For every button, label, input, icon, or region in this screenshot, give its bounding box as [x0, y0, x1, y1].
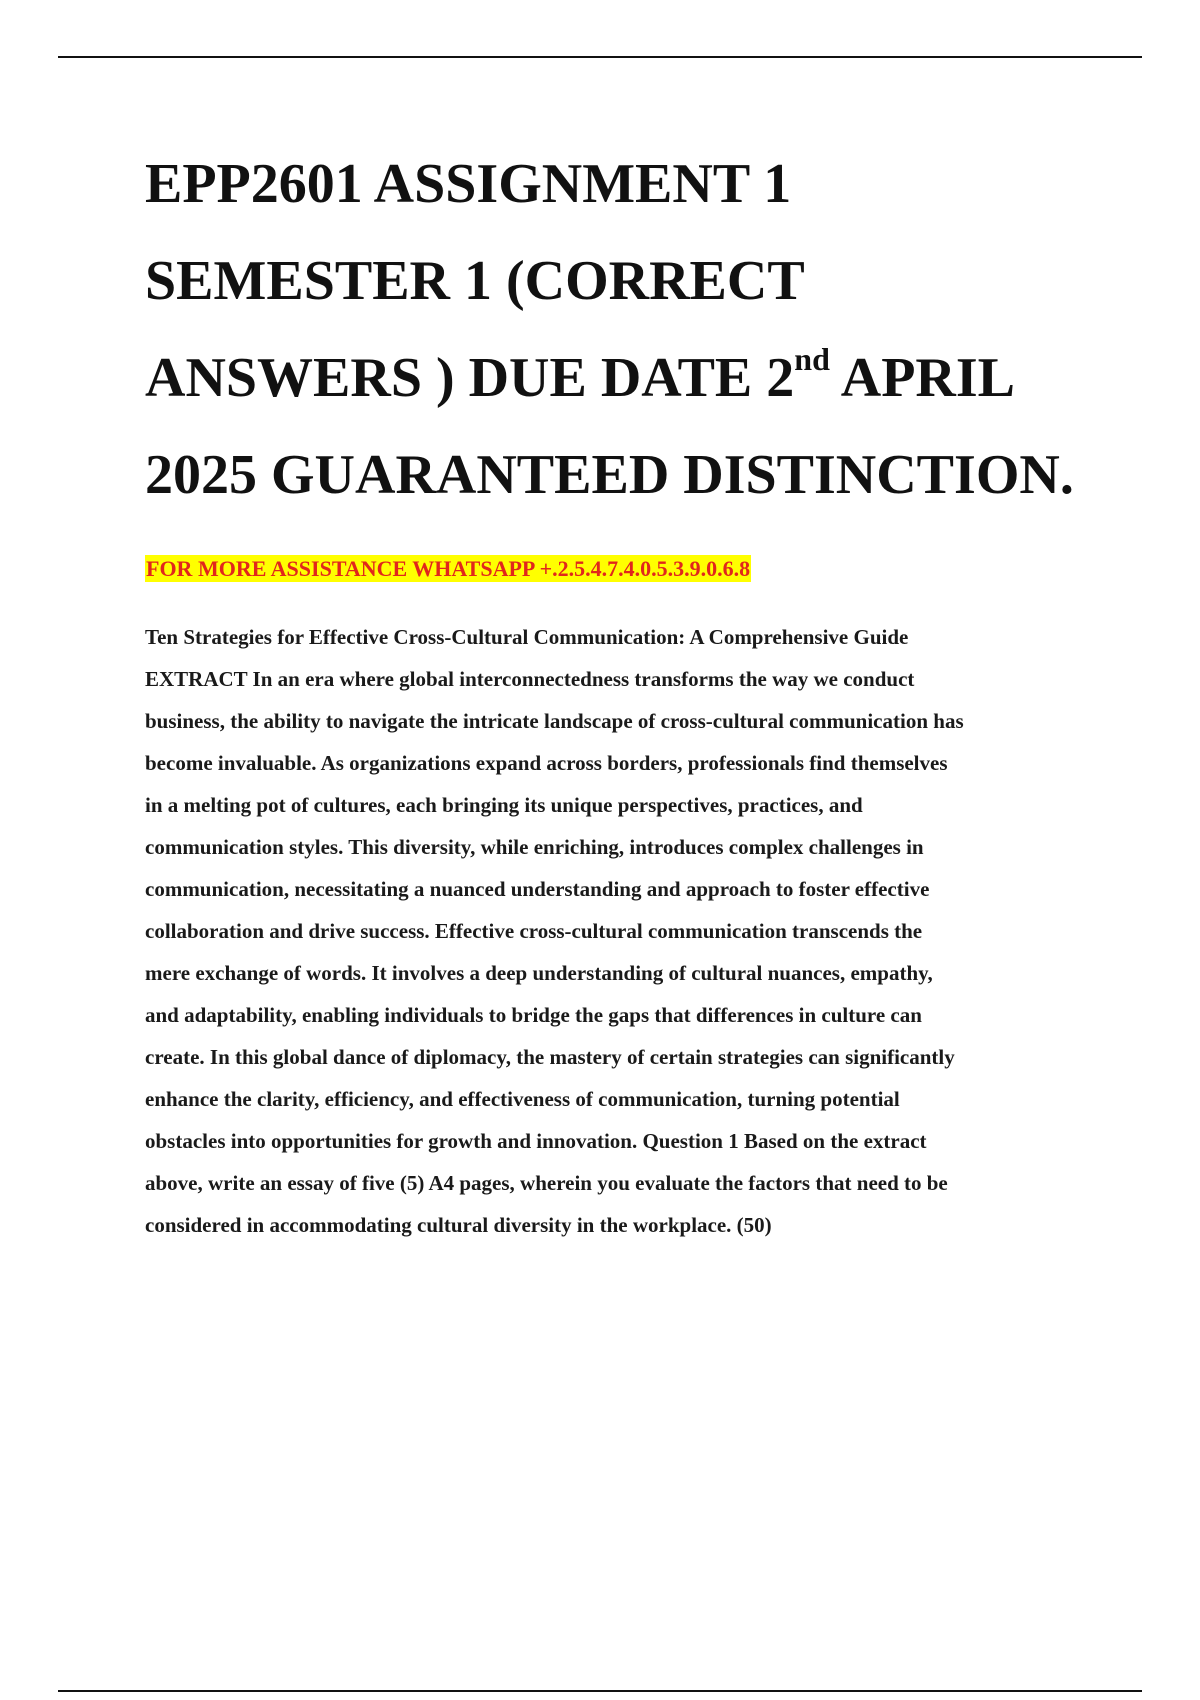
body-line: considered in accommodating cultural diversity in the workplace. (50): [145, 1213, 772, 1237]
body-line: mere exchange of words. It involves a deep understanding of cultural nuances, empathy,: [145, 961, 933, 985]
body-line: Ten Strategies for Effective Cross-Cultural Communication: A Comprehensive Guide: [145, 625, 909, 649]
body-line: in a melting pot of cultures, each bringing its unique perspectives, practices, and: [145, 793, 863, 817]
title-line-4: 2025 GUARANTEED DISTINCTION.: [145, 444, 1074, 506]
title-line-3-text: ANSWERS ) DUE DATE 2: [145, 347, 795, 409]
ordinal-suffix: nd: [794, 341, 830, 378]
top-rule: [58, 56, 1142, 58]
body-line: communication styles. This diversity, while enriching, introduces complex challenges in: [145, 835, 924, 859]
title-line-1: EPP2601 ASSIGNMENT 1: [145, 153, 792, 215]
title-line-3: [145, 330, 1105, 427]
body-line: obstacles into opportunities for growth and innovation. Question 1 Based on the extract: [145, 1129, 927, 1153]
body-line: become invaluable. As organizations expand across borders, professionals find themselves: [145, 751, 948, 775]
body-line: enhance the clarity, efficiency, and effectiveness of communication, turning potential: [145, 1087, 900, 1111]
bottom-rule: [58, 1690, 1142, 1692]
document-title: [145, 136, 1105, 524]
promo-banner: [145, 554, 751, 584]
body-line: EXTRACT In an era where global interconnectedness transforms the way we conduct: [145, 667, 915, 691]
body-line: business, the ability to navigate the intricate landscape of cross-cultural communication has: [145, 709, 964, 733]
body-line: communication, necessitating a nuanced understanding and approach to foster effective: [145, 877, 930, 901]
body-paragraph: [145, 616, 1105, 1246]
title-line-2: SEMESTER 1 (CORRECT: [145, 250, 805, 312]
body-line: and adaptability, enabling individuals to bridge the gaps that differences in culture can: [145, 1003, 922, 1027]
title-line-3-tail: APRIL: [829, 347, 1016, 409]
body-line: collaboration and drive success. Effective cross-cultural communication transcends the: [145, 919, 923, 943]
body-line: above, write an essay of five (5) A4 pages, wherein you evaluate the factors that need to be: [145, 1171, 948, 1195]
promo-text: FOR MORE ASSISTANCE WHATSAPP +.2.5.4.7.4.0.5.3.9.0.6.8: [146, 556, 751, 581]
body-line: create. In this global dance of diplomacy, the mastery of certain strategies can significantly: [145, 1045, 955, 1069]
